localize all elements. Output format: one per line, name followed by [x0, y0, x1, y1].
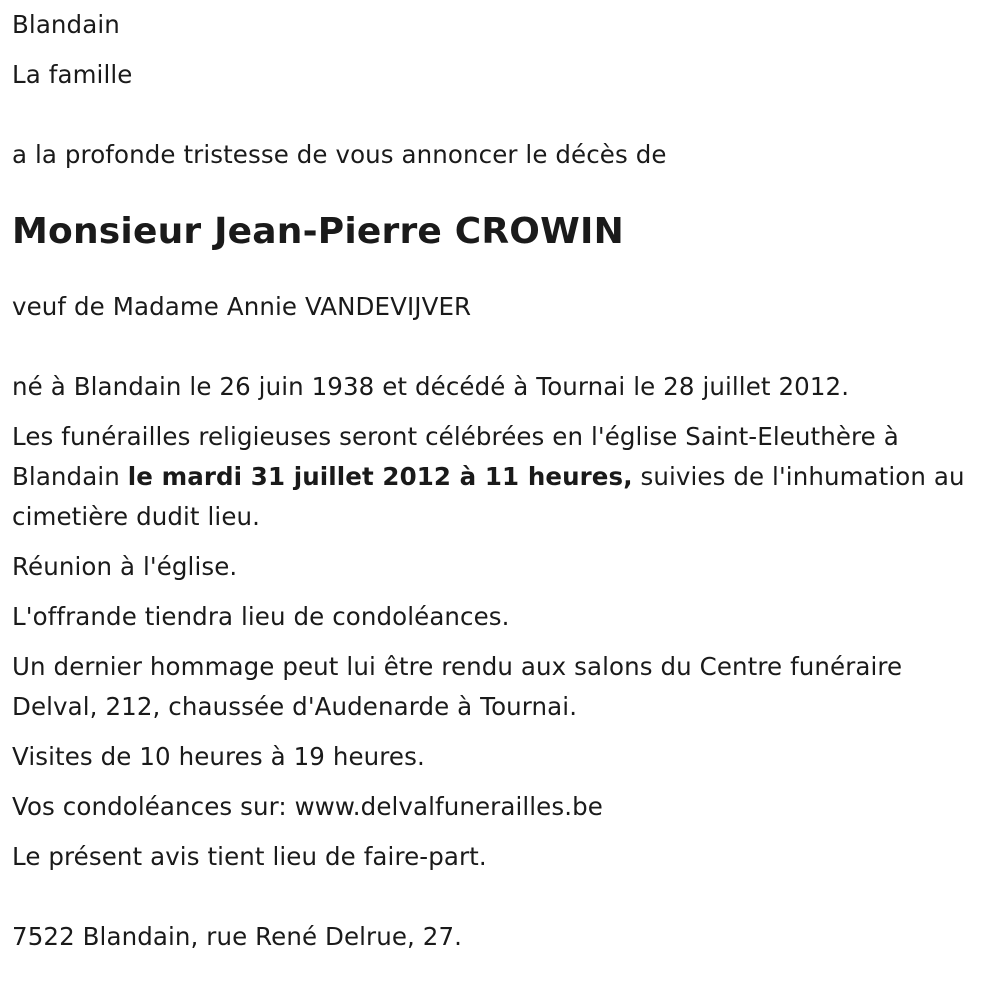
- address-line: 7522 Blandain, rue René Delrue, 27.: [12, 922, 463, 951]
- visits-line: Visites de 10 heures à 19 heures.: [12, 742, 425, 771]
- offering-line: L'offrande tiendra lieu de condoléances.: [12, 602, 510, 631]
- funeral-text-before: Les funérailles religieuses seront célébrées en l'église Saint-Eleuthère à Blandain: [12, 422, 899, 491]
- condolences-line: Vos condoléances sur: www.delvalfunerailles.be: [12, 792, 603, 821]
- tribute-paragraph: Un dernier hommage peut lui être rendu aux salons du Centre funéraire Delval, 212, chaussée d'Audenarde à Tournai.: [12, 652, 903, 721]
- funeral-date-time: le mardi 31 juillet 2012 à 11 heures,: [127, 462, 633, 491]
- funeral-paragraph: [12, 417, 988, 537]
- funeral-text-after: suivies de l'inhumation au cimetière dudit lieu.: [12, 462, 965, 531]
- announcement-line: a la profonde tristesse de vous annoncer le décès de: [12, 140, 667, 169]
- location-line: Blandain: [12, 10, 120, 39]
- spouse-line: veuf de Madame Annie VANDEVIJVER: [12, 292, 472, 321]
- family-line: La famille: [12, 60, 133, 89]
- birth-death-line: né à Blandain le 26 juin 1938 et décédé à Tournai le 28 juillet 2012.: [12, 372, 850, 401]
- deceased-name: Monsieur Jean-Pierre CROWIN: [12, 211, 624, 252]
- notice-statement-line: Le présent avis tient lieu de faire-part.: [12, 842, 487, 871]
- meeting-line: Réunion à l'église.: [12, 552, 238, 581]
